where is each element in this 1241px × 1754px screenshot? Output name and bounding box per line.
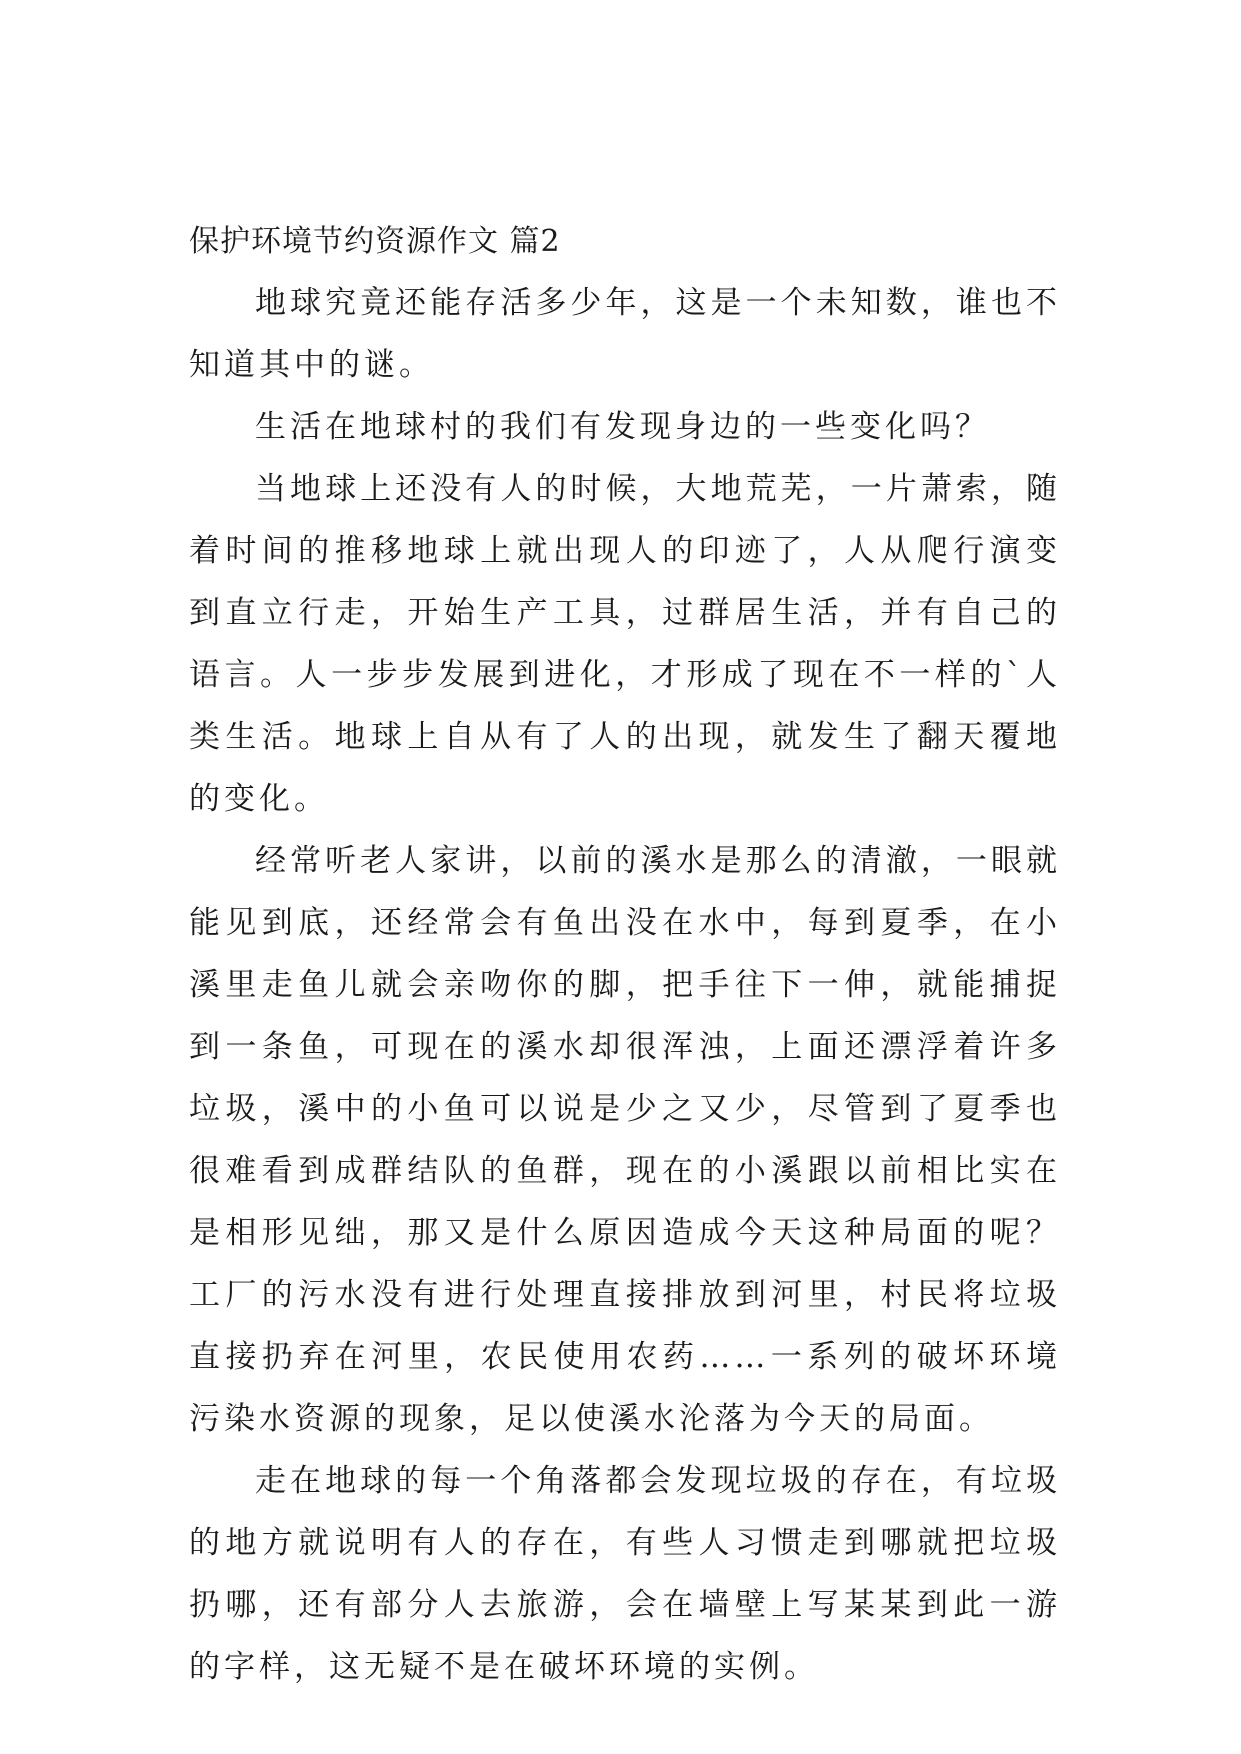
paragraph-4: 经常听老人家讲，以前的溪水是那么的清澈，一眼就能见到底，还经常会有鱼出没在水中，每到夏季，在小溪里走鱼儿就会亲吻你的脚，把手往下一伸，就能捕捉到一条鱼，可现在的溪水却很浑浊，上面还漂浮着许多垃圾，溪中的小鱼可以说是少之又少，尽管到了夏季也很难看到成群结队的鱼群，现在的小溪跟以前相比实在是相形见绌，那又是什么原因造成今天这种局面的呢？工厂的污水没有进行处理直接排放到河里，村民将垃圾直接扔弃在河里，农民使用农药……一系列的破坏环境污染水资源的现象，足以使溪水沦落为今天的局面。	[189, 843, 1061, 1437]
document-body	[189, 220, 1061, 1698]
paragraph-2: 生活在地球村的我们有发现身边的一些变化吗？	[255, 409, 990, 445]
paragraph-5: 走在地球的每一个角落都会发现垃圾的存在，有垃圾的地方就说明有人的存在，有些人习惯走到哪就把垃圾扔哪，还有部分人去旅游，会在墙壁上写某某到此一游的字样，这无疑不是在破坏环境的实例。	[189, 1463, 1061, 1685]
document-title: 保护环境节约资源作文 篇2	[189, 224, 561, 259]
paragraph-1: 地球究竟还能存活多少年，这是一个未知数，谁也不知道其中的谜。	[189, 285, 1061, 383]
paragraph-3: 当地球上还没有人的时候，大地荒芜，一片萧索，随着时间的推移地球上就出现人的印迹了，人从爬行演变到直立行走，开始生产工具，过群居生活，并有自己的语言。人一步步发展到进化，才形成了现在不一样的`人类生活。地球上自从有了人的出现，就发生了翻天覆地的变化。	[189, 471, 1061, 817]
